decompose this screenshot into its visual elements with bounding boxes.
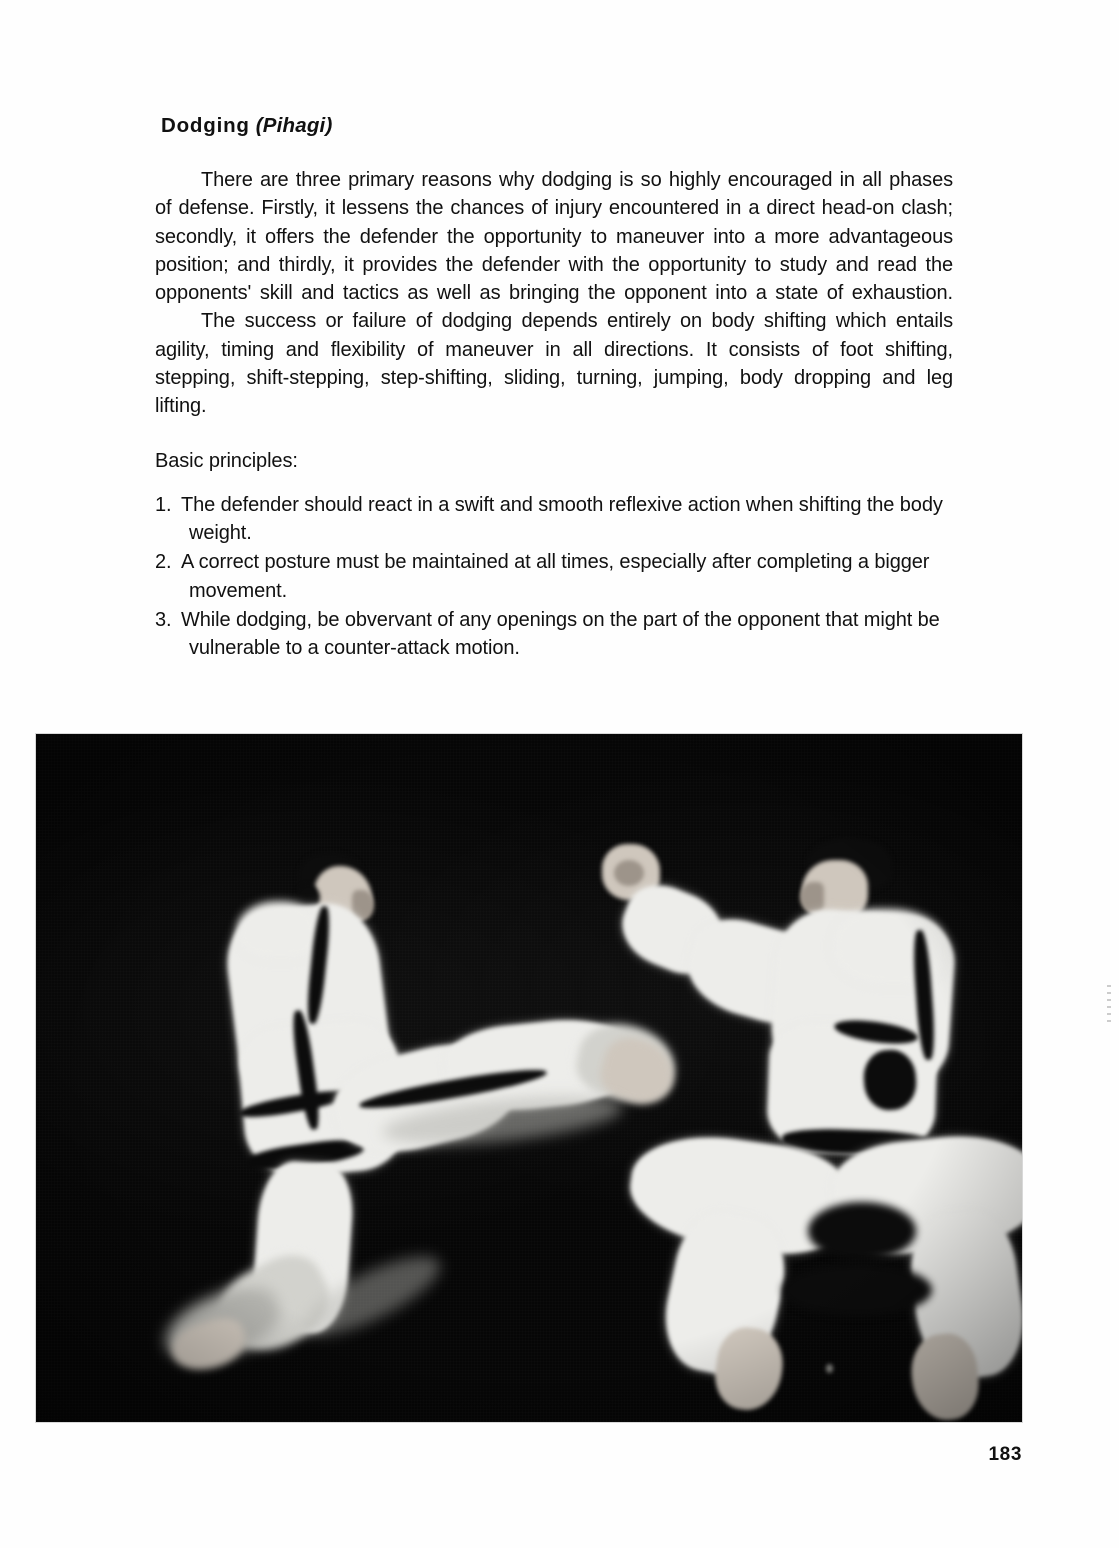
scan-edge-artifact	[1107, 985, 1111, 1027]
section-title-transliteration: (Pihagi)	[255, 114, 333, 137]
photo-speck	[826, 1364, 833, 1373]
paragraph-1: There are three primary reasons why dodging is so highly encouraged in all phases of defense. Firstly, it lessens the chances of injury encountered in a direct head-on clash; secondly, it offers the defender the opportunity to maneuver into a more advantageous position; and thirdly, it provides the defender with the opportunity to study and read the opponents' skill and tactics as well as bringing the opponent into a state of exhaustion.	[155, 169, 953, 305]
list-item-text: A correct posture must be maintained at all times, especially after completing a bigger movement.	[181, 551, 930, 602]
page-title	[161, 112, 953, 140]
paragraph-2: The success or failure of dodging depends entirely on body shifting which entails agility, timing and flexibility of maneuver in all directions. It consists of foot shifting, stepping, shift-stepping, step-shifting, sliding, turning, jumping, body dropping and leg lifting.	[155, 310, 953, 418]
list-item-number: 1.	[155, 493, 172, 516]
list-item-number: 3.	[155, 608, 172, 631]
list-item-text: While dodging, be obvervant of any openings on the part of the opponent that might be vulnerable to a counter-attack motion.	[181, 608, 940, 660]
list-item	[155, 491, 953, 548]
basic-principles-label: Basic principles:	[155, 449, 298, 472]
figure-attacker-flying-side-kick	[146, 844, 666, 1404]
page-number: 183	[988, 1444, 1022, 1465]
list-item	[155, 606, 953, 663]
text-column	[155, 112, 953, 663]
list-item-text: The defender should react in a swift and smooth reflexive action when shifting the body weight.	[181, 493, 943, 544]
section-title-english: Dodging	[161, 114, 250, 137]
list-item	[155, 548, 953, 605]
list-item-number: 2.	[155, 551, 172, 574]
photograph	[36, 734, 1022, 1422]
basic-principles-list	[155, 491, 953, 663]
figure-defender-jumping-dodge	[596, 834, 1016, 1422]
